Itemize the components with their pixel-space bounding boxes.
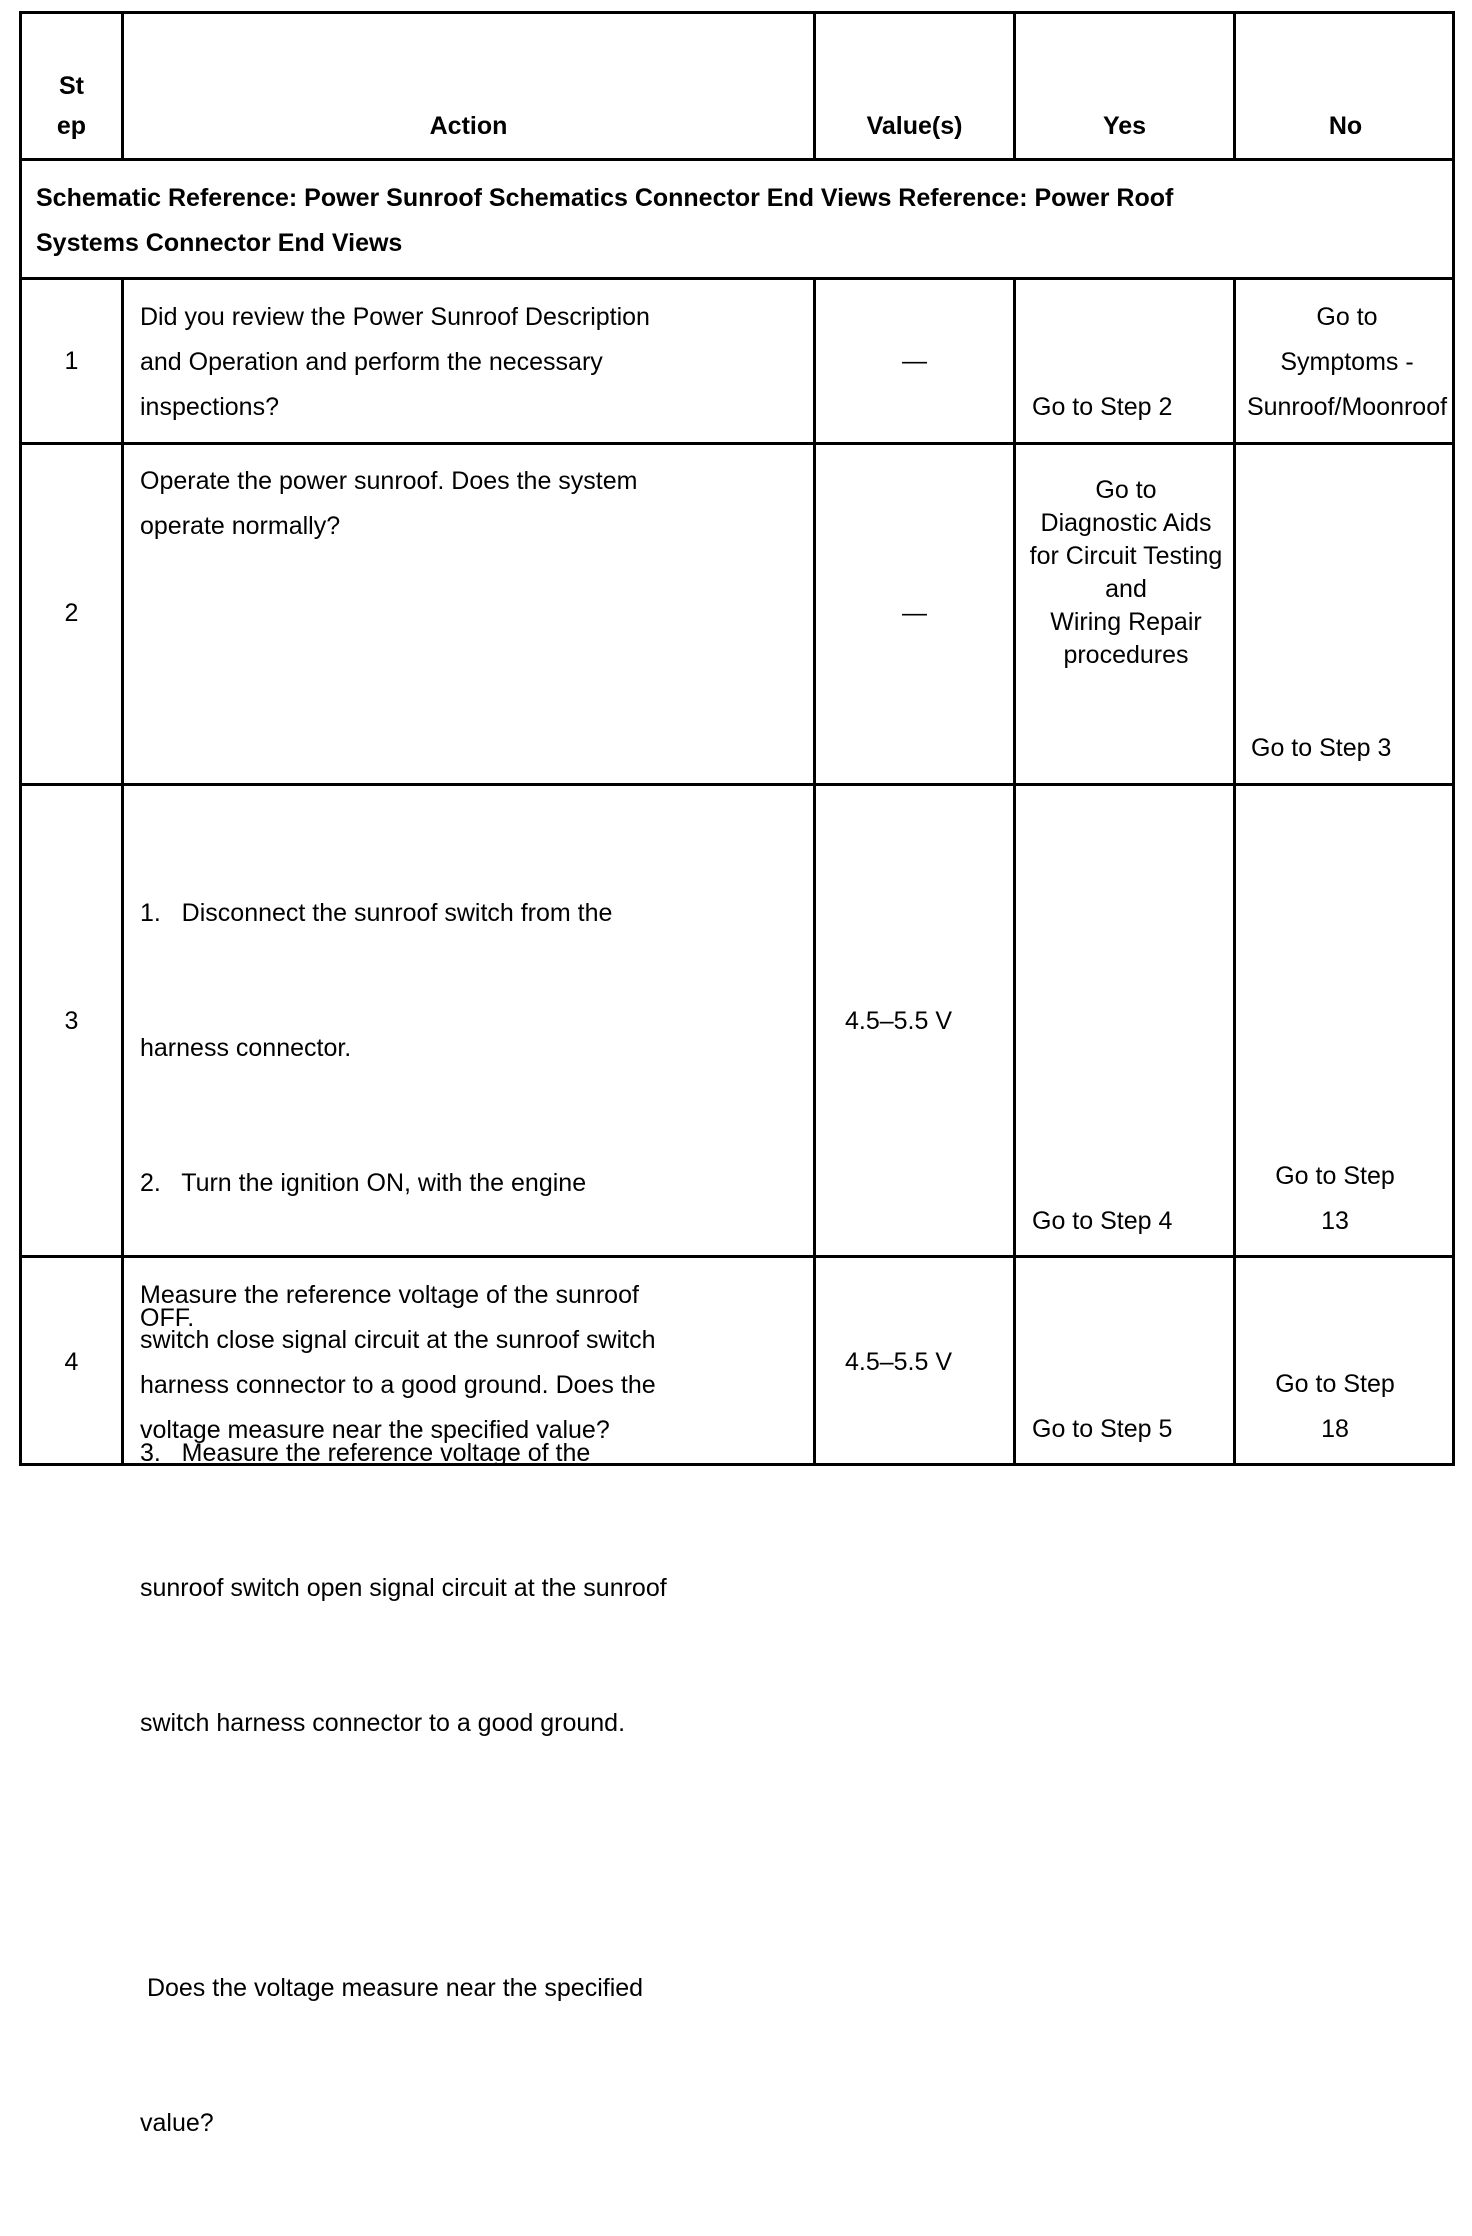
value-text: — — [902, 347, 927, 375]
no-link[interactable]: Go to Symptoms - Sunroof/Moonroof — [1246, 303, 1448, 421]
header-yes: Yes — [1102, 112, 1147, 140]
step-number: 4 — [64, 1348, 79, 1376]
row-divider — [22, 783, 1452, 786]
header-action: Action — [429, 112, 508, 140]
header-no: No — [1328, 112, 1363, 140]
yes-link[interactable]: Go to Diagnostic Aids for Circuit Testing and Wiring Repair procedures — [1029, 476, 1223, 669]
column-divider — [121, 277, 124, 1463]
header-values: Value(s) — [866, 112, 963, 140]
step-number: 2 — [64, 599, 79, 627]
value-text: 4.5–5.5 V — [845, 1348, 953, 1376]
no-link[interactable]: Go to Step 3 — [1251, 734, 1392, 762]
yes-link[interactable]: Go to Step 2 — [1032, 393, 1173, 421]
action-text: Measure the reference voltage of the sunroof switch close signal circuit at the sunroof switch harness connector to a good ground. Does the voltage measure near the specified value? — [140, 1281, 656, 1444]
action-text: Operate the power sunroof. Does the system operate normally? — [140, 467, 638, 540]
action-text: 1. Disconnect the sunroof switch from the harness connector. 2. Turn the ignition ON, with the engine OFF. 3. Measure the reference voltage of the sunroof switch open signal circuit at the sunroof switch harness connector to a good ground. Does the voltage measure near the specified value? — [140, 899, 667, 2137]
header-step: St ep — [56, 72, 87, 140]
column-divider — [1233, 277, 1236, 1463]
row-divider — [22, 158, 1452, 161]
diagnostic-table — [19, 11, 1455, 2137]
row-divider — [22, 277, 1452, 280]
yes-link[interactable]: Go to Step 4 — [1032, 1207, 1173, 1235]
action-text: Did you review the Power Sunroof Description and Operation and perform the necessary inspections? — [140, 303, 650, 421]
column-divider — [1013, 277, 1016, 1463]
row-divider — [22, 442, 1452, 445]
column-divider — [813, 277, 816, 1463]
schematic-reference: Schematic Reference: Power Sunroof Schematics Connector End Views Reference: Power Roof Systems Connector End Views — [36, 184, 1174, 257]
value-text: — — [902, 599, 927, 627]
value-text: 4.5–5.5 V — [845, 1007, 953, 1035]
step-number: 1 — [64, 347, 79, 375]
step-number: 3 — [64, 1007, 79, 1035]
no-link[interactable]: Go to Step 13 — [1275, 1162, 1395, 1235]
yes-link[interactable]: Go to Step 5 — [1032, 1415, 1173, 1443]
no-link[interactable]: Go to Step 18 — [1275, 1370, 1395, 1443]
